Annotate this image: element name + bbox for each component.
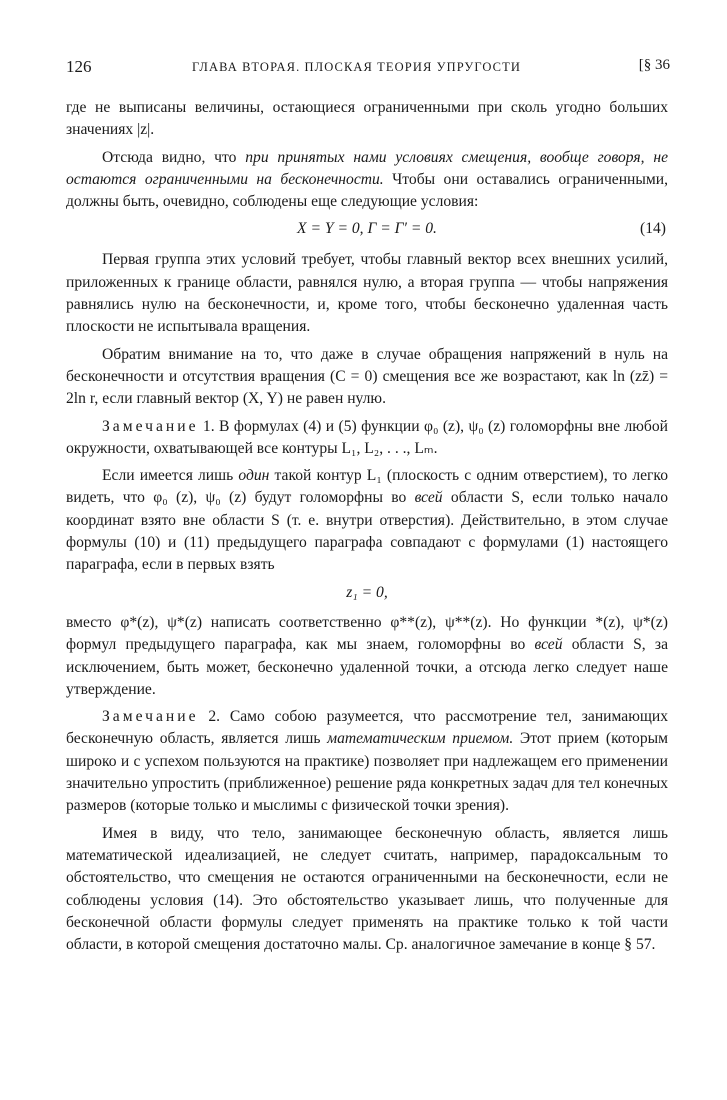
paragraph-6: Если имеется лишь один такой контур L₁ (плоскость с одним отверстием), то легко видеть, что φ₀ (z), ψ₀ (z) будут голоморфны во всей области S, если только начало координат взято вне области S (т. е. внутри отверстия). Действительно, в этом случае формулы (10) и (11) предыдущего параграфа совпадают с формулами (1) настоящего параграфа, если в первых взять — [66, 467, 669, 574]
remark-1: Замечание 1. В формулах (4) и (5) функции φ₀ (z), ψ₀ (z) голоморфны вне любой окружности, охватывающей все контуры L₁, L₂, . . ., Lₘ. — [66, 417, 668, 457]
running-title: ГЛАВА ВТОРАЯ. ПЛОСКАЯ ТЕОРИЯ УПРУГОСТИ — [192, 60, 521, 74]
paragraph-7: вместо φ*(z), ψ*(z) написать соответственно φ**(z), ψ**(z). Но функции *(z), ψ*(z) формул предыдущего параграфа, как мы знаем, голоморфны во всей области S, за исключением, быть может, бесконечно удаленной точки, а отсюда легко следует наше утверждение. — [66, 613, 668, 698]
remark-2: Замечание 2. Само собою разумеется, что рассмотрение тел, занимающих бесконечную область, является лишь математическим приемом. Этот прием (которым широко и с успехом пользуются на практике) позволяет при надлежащем его применении значительно упростить (приближенное) решение ряда конкретных задач для тел конечных размеров (которые только и мыслимы с физической точки зрения). — [66, 708, 668, 815]
paragraph-1: где не выписаны величины, остающиеся ограниченными при сколь угодно больших значениях |z|. — [66, 99, 668, 139]
paragraph-9: Имея в виду, что тело, занимающее бесконечную область, является лишь математической идеализацией, не следует считать, например, парадоксальным то обстоятельство, что смещения не остаются ограниченными на бесконечности, если не соблюдены условия (14). Это обстоятельство указывает лишь, что полученные для бесконечной области формулы следует применять на практике только к той части области, в которой смещения достаточно малы. Ср. аналогичное замечание в конце § 57. — [66, 824, 668, 954]
paragraph-2: Отсюда видно, что при принятых нами условиях смещения, вообще говоря, не остаются ограниченными на бесконечности. Чтобы они оставались ограниченными, должны быть, очевидно, соблюдены еще следующие условия: — [66, 148, 668, 211]
equation-14-body: X = Y = 0, Γ = Γ′ = 0. — [297, 220, 437, 238]
paragraph-3: Первая группа этих условий требует, чтобы главный вектор всех внешних усилий, приложенных к границе области, равнялся нулю, а вторая группа — чтобы напряжения равнялись нулю на бесконечности, и, кроме того, чтобы бесконечно удаленная часть плоскости не испытывала вращения. — [66, 251, 668, 336]
page-number: 126 — [66, 57, 92, 76]
page-header — [66, 57, 670, 77]
page-body — [66, 97, 668, 961]
section-marker: [§ 36 — [638, 57, 670, 73]
equation-14 — [66, 218, 668, 240]
equation-z1: z₁ = 0, — [346, 583, 388, 601]
paragraph-4: Обратим внимание на то, что даже в случае обращения напряжений в нуль на бесконечности и отсутствия вращения (C = 0) смещения все же возрастают, как ln (zz̄) = 2ln r, если главный вектор (X, Y) не равен нулю. — [66, 345, 668, 408]
equation-14-number: (14) — [640, 220, 666, 238]
